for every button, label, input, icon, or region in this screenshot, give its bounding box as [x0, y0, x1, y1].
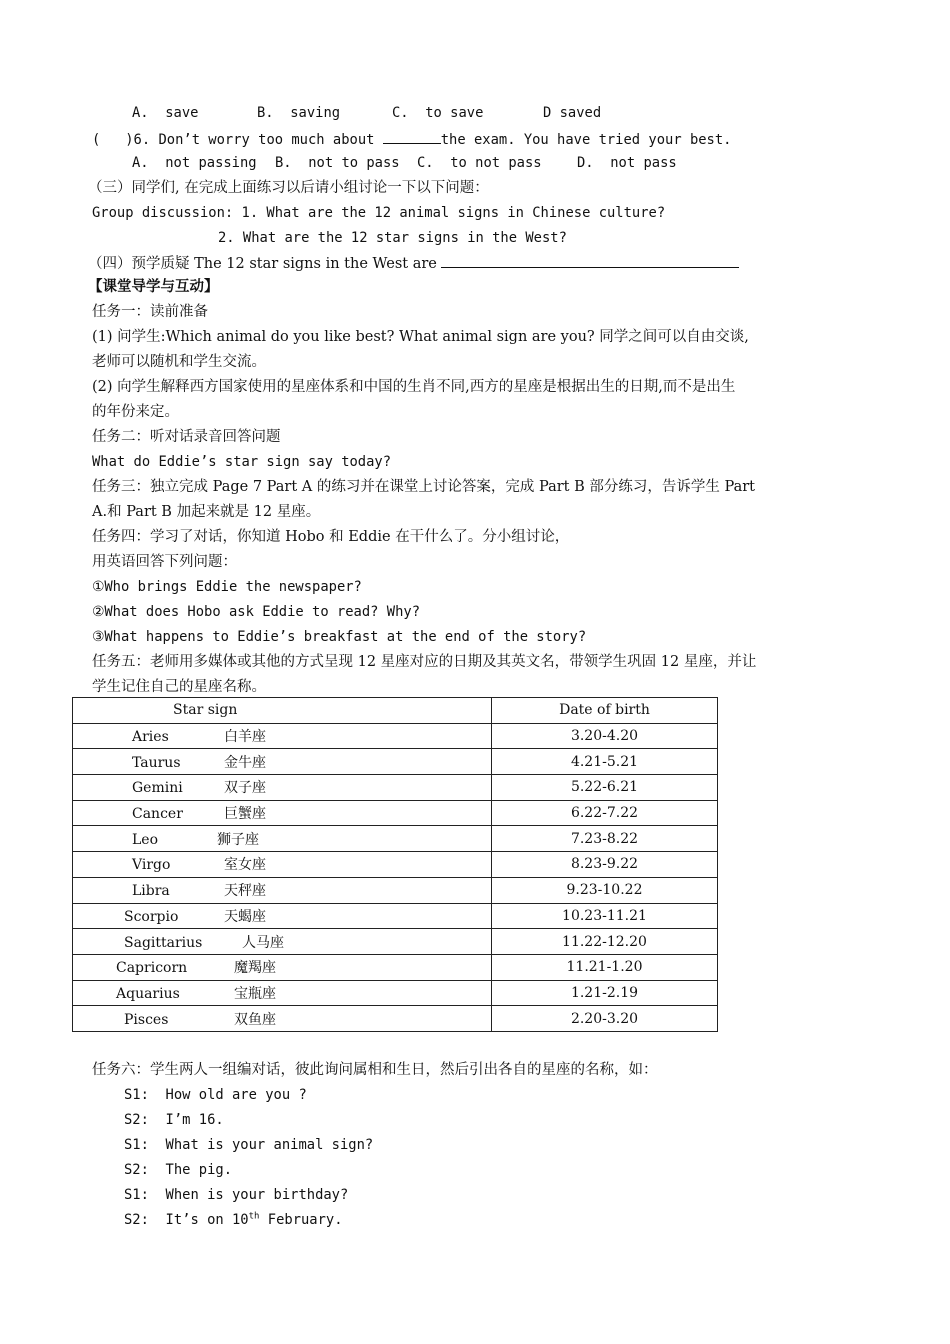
task1-p1-line2: 老师可以随机和学生交流。: [92, 354, 266, 370]
table-row: [73, 954, 718, 980]
task1-p2-line1: (2) 向学生解释西方国家使用的星座体系和中国的生肖不同,西方的星座是根据出生的日期,而不是出生: [92, 379, 736, 395]
star-sign-table: [72, 697, 718, 1032]
q5-option-d: D saved: [543, 105, 602, 121]
section3-heading: （三）同学们, 在完成上面练习以后请小组讨论一下以下问题：: [88, 180, 489, 196]
sign-chinese: 白羊座: [224, 729, 266, 746]
task2-title: 任务二：听对话录音回答问题: [92, 429, 281, 445]
dialog-speaker: S1:: [124, 1137, 149, 1153]
dialog-text-tail: February.: [259, 1212, 343, 1228]
dialog-text: I’m 16.: [165, 1112, 224, 1128]
q6-blank: [383, 129, 441, 144]
dialog-text: How old are you ?: [165, 1087, 307, 1103]
q6-option-b: B. not to pass: [275, 155, 400, 171]
dialog-text: The pig.: [165, 1162, 232, 1178]
sign-english: Aquarius: [116, 985, 180, 1002]
q5-option-b: B. saving: [257, 105, 341, 121]
section4-blank: [441, 253, 739, 268]
sign-date: 1.21-2.19: [492, 980, 718, 1006]
sign-chinese: 狮子座: [217, 831, 259, 848]
sign-english: Sagittarius: [124, 934, 203, 951]
task4-line2: 用英语回答下列问题：: [92, 554, 237, 570]
sign-english: Scorpio: [124, 908, 179, 925]
table-header-date-of-birth: Date of birth: [492, 698, 718, 724]
table-row: [73, 852, 718, 878]
q6-text-before: Don’t worry too much about: [158, 132, 375, 148]
table-row: [73, 775, 718, 801]
table-row: [73, 980, 718, 1006]
table-row: [73, 1006, 718, 1032]
sign-english: Leo: [132, 831, 159, 848]
sign-date: 10.23-11.21: [492, 903, 718, 929]
sign-date: 8.23-9.22: [492, 852, 718, 878]
group-discussion-q2: 2. What are the 12 star signs in the West?: [218, 230, 567, 246]
sign-date: 3.20-4.20: [492, 723, 718, 749]
table-row: [73, 903, 718, 929]
q6-text-after: the exam. You have tried your best.: [440, 132, 732, 148]
sign-date: 4.21-5.21: [492, 749, 718, 775]
sign-chinese: 人马座: [242, 934, 284, 951]
table-row: [73, 826, 718, 852]
sign-date: 5.22-6.21: [492, 775, 718, 801]
ordinal-suffix: th: [248, 1211, 260, 1222]
q6-option-a: A. not passing: [132, 155, 257, 171]
table-row: [73, 749, 718, 775]
sign-chinese: 双鱼座: [234, 1011, 276, 1028]
task5-line2: 学生记住自己的星座名称。: [92, 679, 266, 695]
dialog-line: [124, 1186, 348, 1204]
task3-line2: A.和 Part B 加起来就是 12 星座。: [92, 504, 321, 520]
sign-date: 11.22-12.20: [492, 929, 718, 955]
task1-p2-line2: 的年份来定。: [92, 404, 179, 420]
dialog-speaker: S2:: [124, 1162, 149, 1178]
sign-english: Gemini: [132, 780, 183, 797]
dialog-speaker: S2:: [124, 1112, 149, 1128]
sign-chinese: 天秤座: [224, 883, 266, 900]
dialog-line: [124, 1161, 232, 1179]
task4-question-1: ①Who brings Eddie the newspaper?: [92, 579, 362, 595]
task5-line1: 任务五：老师用多媒体或其他的方式呈现 12 星座对应的日期及其英文名，带领学生巩固 12 星座，并让: [92, 654, 757, 670]
q6-paren-open: (: [92, 132, 101, 148]
task1-p1-line1: (1) 问学生:Which animal do you like best? What animal sign are you? 同学之间可以自由交谈,: [92, 329, 749, 345]
dialog-speaker: S1:: [124, 1087, 149, 1103]
table-row: [73, 929, 718, 955]
task4-line1: 任务四：学习了对话，你知道 Hobo 和 Eddie 在干什么了。分小组讨论，: [92, 529, 570, 545]
q6-option-d: D. not pass: [577, 155, 677, 171]
sign-chinese: 宝瓶座: [234, 985, 276, 1002]
q6-number: )6.: [125, 132, 151, 148]
dialog-line: [124, 1111, 224, 1129]
sign-chinese: 室女座: [224, 857, 266, 874]
sign-english: Taurus: [132, 754, 181, 771]
task4-question-2: ②What does Hobo ask Eddie to read? Why?: [92, 604, 421, 620]
section4-text: （四）预学质疑 The 12 star signs in the West are: [88, 256, 437, 272]
table-row: [73, 800, 718, 826]
sign-english: Aries: [132, 729, 169, 746]
sign-date: 6.22-7.22: [492, 800, 718, 826]
dialog-text: It’s on 10: [165, 1212, 249, 1228]
task1-title: 任务一：读前准备: [92, 304, 208, 320]
sign-english: Pisces: [124, 1011, 169, 1028]
sign-english: Cancer: [132, 806, 183, 823]
task6-title: 任务六：学生两人一组编对话，彼此询问属相和生日，然后引出各自的星座的名称，如：: [92, 1062, 658, 1078]
table-row: [73, 723, 718, 749]
dialog-speaker: S2:: [124, 1212, 149, 1228]
dialog-line: [124, 1136, 373, 1154]
sign-date: 9.23-10.22: [492, 877, 718, 903]
dialog-text: What is your animal sign?: [165, 1137, 374, 1153]
dialog-line: [124, 1211, 343, 1229]
sign-english: Libra: [132, 883, 170, 900]
sign-english: Virgo: [132, 857, 171, 874]
sign-chinese: 金牛座: [224, 754, 266, 771]
dialog-speaker: S1:: [124, 1187, 149, 1203]
sign-date: 2.20-3.20: [492, 1006, 718, 1032]
dialog-text: When is your birthday?: [165, 1187, 349, 1203]
table-row: [73, 877, 718, 903]
dialog-line: [124, 1086, 307, 1104]
sign-english: Capricorn: [116, 960, 188, 977]
task2-question: What do Eddie’s star sign say today?: [92, 454, 392, 470]
sign-chinese: 巨蟹座: [224, 806, 266, 823]
q5-option-c: C. to save: [392, 105, 484, 121]
q6-line: [92, 129, 731, 149]
q5-option-a: A. save: [132, 105, 199, 121]
sign-chinese: 魔羯座: [234, 960, 276, 977]
task4-question-3: ③What happens to Eddie’s breakfast at the end of the story?: [92, 629, 587, 645]
sign-chinese: 双子座: [224, 780, 266, 797]
section4-line: [88, 253, 739, 273]
table-header-star-sign: Star sign: [73, 698, 492, 724]
classroom-heading: 【课堂导学与互动】: [88, 278, 219, 295]
task3-line1: 任务三：独立完成 Page 7 Part A 的练习并在课堂上讨论答案，完成 Part B 部分练习，告诉学生 Part: [92, 479, 755, 495]
table-header-row: [73, 698, 718, 724]
q6-option-c: C. to not pass: [417, 155, 542, 171]
sign-date: 11.21-1.20: [492, 954, 718, 980]
sign-date: 7.23-8.22: [492, 826, 718, 852]
group-discussion-q1: Group discussion: 1. What are the 12 animal signs in Chinese culture?: [92, 205, 666, 221]
sign-chinese: 天蝎座: [224, 908, 266, 925]
